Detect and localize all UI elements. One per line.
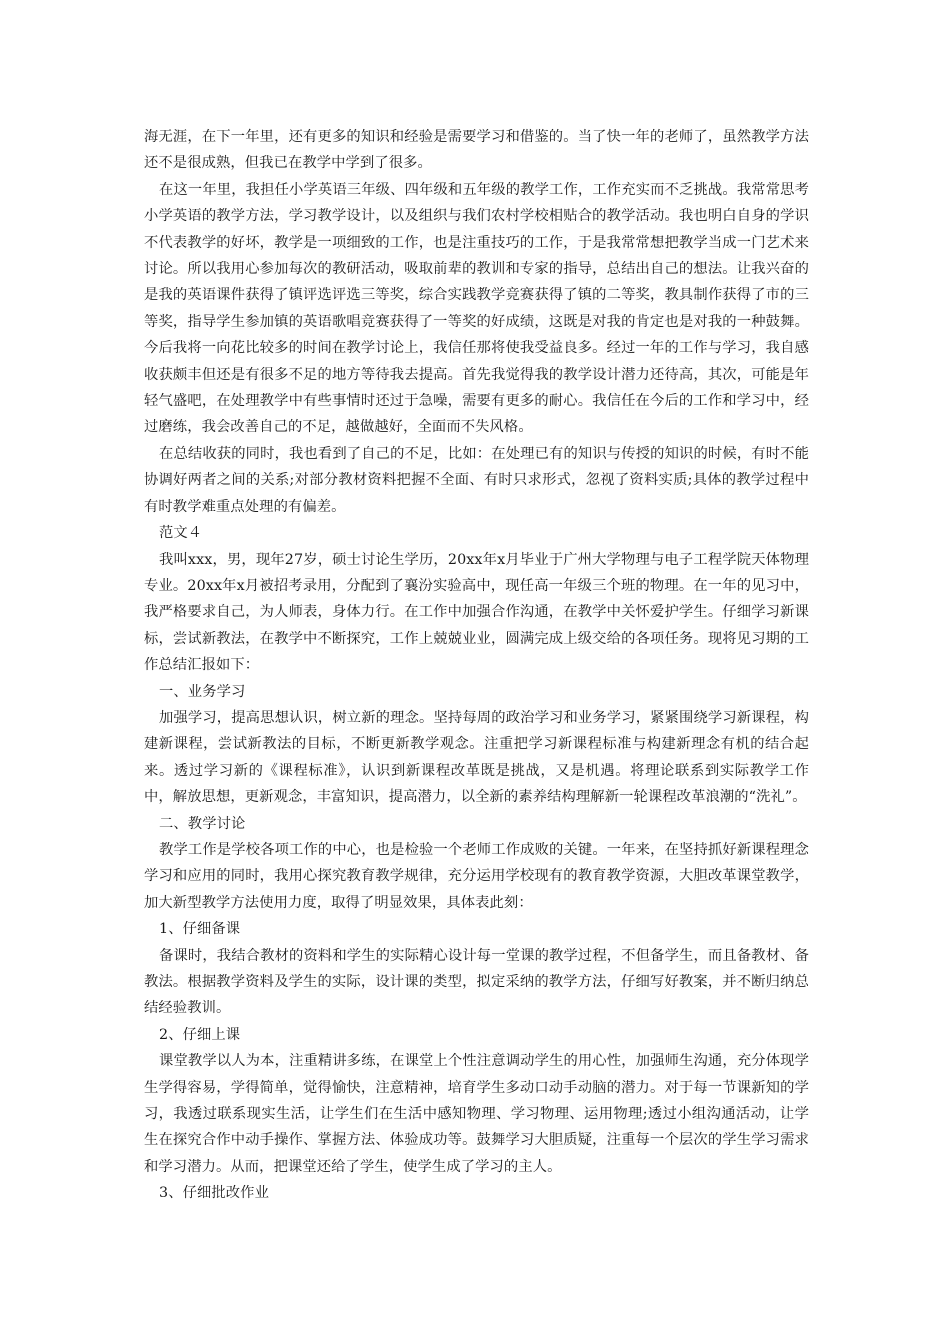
paragraph-self-introduction: 我叫xxx，男，现年27岁，硕士讨论生学历，20xx年x月毕业于广州大学物理与电子工程学院天体物理专业。20xx年x月被招考录用，分配到了襄汾实验高中，现任高一年级三个班的物理。在一年的见习中，我严格要求自己，为人师表，身体力行。在工作中加强合作沟通，在教学中关怀爱护学生。仔细学习新课标，尝试新教法，在教学中不断探究，工作上兢兢业业，圆满完成上级交给的各项任务。现将见习期的工作总结汇报如下： (144, 551, 809, 674)
paragraph-shortcomings: 在总结收获的同时，我也看到了自己的不足，比如：在处理已有的知识与传授的知识的时候，有时不能协调好两者之间的关系;对部分教材资料把握不全面、有时只求形式，忽视了资料实质;具体的教学过程中有时教学难重点处理的有偏差。 (144, 445, 809, 515)
paragraph-continuation: 海无涯，在下一年里，还有更多的知识和经验是需要学习和借鉴的。当了快一年的老师了，虽然教学方法还不是很成熟，但我已在教学中学到了很多。 (144, 129, 809, 172)
subheading-lesson-prep: 1、仔细备课 (159, 921, 241, 938)
paragraph-teaching-class: 课堂教学以人为本，注重精讲多练，在课堂上个性注意调动学生的用心性，加强师生沟通，充分体现学生学得容易，学得简单，觉得愉快，注意精神，培育学生多动口动手动脑的潜力。对于每一节课新知的学习，我透过联系现实生活，让学生们在生活中感知物理、学习物理、运用物理;透过小组沟通活动，让学生在探究合作中动手操作、掌握方法、体验成功等。鼓舞学习大胆质疑，注重每一个层次的学生学习需求和学习潜力。从而，把课堂还给了学生，使学生成了学习的主人。 (144, 1053, 809, 1175)
paragraph-lesson-prep: 备课时，我结合教材的资料和学生的实际精心设计每一堂课的教学过程，不但备学生，而且备教材、备教法。根据教学资料及学生的实际，设计课的类型，拟定采纳的教学方法，仔细写好教案，并不断归纳总结经验教训。 (144, 947, 809, 1017)
section-heading-teaching-discussion: 二、教学讨论 (159, 815, 246, 832)
paragraph-business-study: 加强学习，提高思想认识，树立新的理念。坚持每周的政治学习和业务学习，紧紧围绕学习新课程，构建新课程，尝试新教法的目标，不断更新教学观念。注重把学习新课程标准与构建新理念有机的结合起来。透过学习新的《课程标准》，认识到新课程改革既是挑战，又是机遇。将理论联系到实际教学工作中，解放思想，更新观念，丰富知识，提高潜力，以全新的素养结构理解新一轮课程改革浪潮的“洗礼”。 (144, 709, 809, 806)
subheading-grading-homework: 3、仔细批改作业 (159, 1185, 269, 1202)
paragraph-teaching-discussion: 教学工作是学校各项工作的中心，也是检验一个老师工作成败的关键。一年来，在坚持抓好新课程理念学习和应用的同时，我用心探究教育教学规律，充分运用学校现有的教育教学资源，大胆改革课堂教学，加大新型教学方法使用力度，取得了明显效果，具体表此刻： (144, 841, 809, 911)
subheading-teaching-class: 2、仔细上课 (159, 1026, 241, 1043)
document-body (144, 124, 809, 1207)
section-heading-sample-4: 范文４ (159, 525, 203, 542)
paragraph-teaching-year: 在这一年里，我担任小学英语三年级、四年级和五年级的教学工作，工作充实而不乏挑战。我常常思考小学英语的教学方法，学习教学设计，以及组织与我们农村学校相贴合的教学活动。我也明白自身的学识不代表教学的好坏，教学是一项细致的工作，也是注重技巧的工作，于是我常常想把教学当成一门艺术来讨论。所以我用心参加每次的教研活动，吸取前辈的教训和专家的指导，总结出自己的想法。让我兴奋的是我的英语课件获得了镇评选评选三等奖，综合实践教学竞赛获得了镇的二等奖，教具制作获得了市的三等奖，指导学生参加镇的英语歌唱竞赛获得了一等奖的好成绩，这既是对我的肯定也是对我的一种鼓舞。今后我将一向花比较多的时间在教学讨论上，我信任那将使我受益良多。经过一年的工作与学习，我自感收获颇丰但还是有很多不足的地方等待我去提高。首先我觉得我的教学设计潜力还待高，其次，可能是年轻气盛吧，在处理教学中有些事情时还过于急噪，需要有更多的耐心。我信任在今后的工作和学习中，经过磨练，我会改善自己的不足，越做越好，全面而不失风格。 (144, 181, 809, 436)
section-heading-business-study: 一、业务学习 (159, 683, 246, 700)
